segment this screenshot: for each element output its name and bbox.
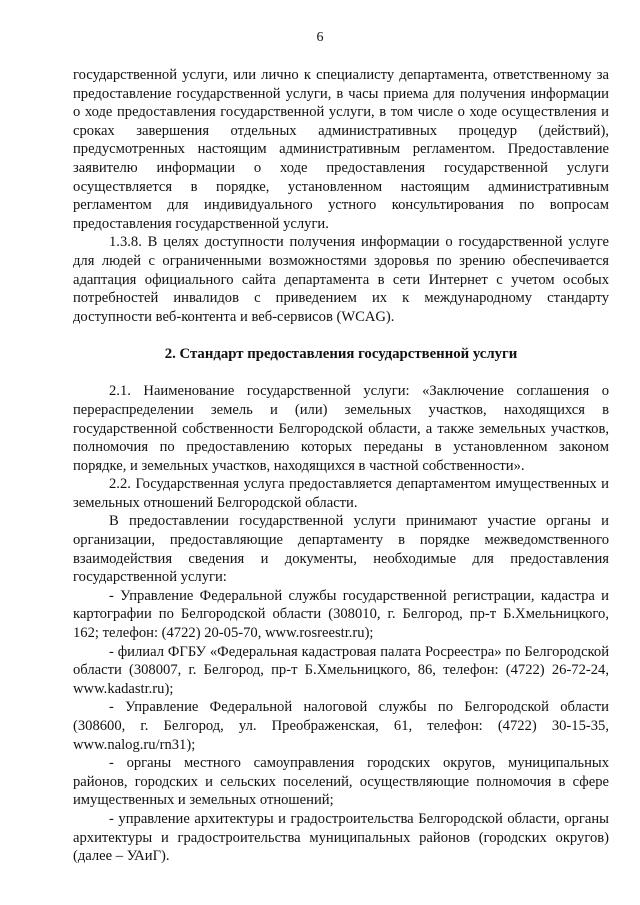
list-item-local-government: - органы местного самоуправления городских округов, муниципальных районов, городских и сельских поселений, осуществляющие полномочия в сфере имущественных и земельных отношений; bbox=[73, 755, 609, 809]
section-heading: 2. Стандарт предоставления государственной услуги bbox=[164, 346, 518, 363]
list-item-kadastr: - филиал ФГБУ «Федеральная кадастровая палата Росреестра» по Белгородской области (308007, г. Белгород, пр-т Б.Хмельницкого, 86, телефон: (4722) 26-72-24, www.kadastr.ru); bbox=[73, 643, 609, 697]
document-body bbox=[73, 66, 609, 866]
list-item-architecture: - управление архитектуры и градостроительства Белгородской области, органы архитектуры и градостроительства муниципальных районов (городских округов) (далее – УАиГ). bbox=[73, 810, 609, 865]
paragraph-2-2: 2.2. Государственная услуга предоставляется департаментом имущественных и земельных отношений Белгородской области. bbox=[73, 476, 609, 511]
paragraph-2-1: 2.1. Наименование государственной услуги: «Заключение соглашения о перераспределении земель и (или) земельных участков, находящихся в государственной собственности Белгородской области, а также земельных участков, полномочия по предоставлению которых переданы в установленном законом порядке, и земельных участков, находящихся в частной собственности». bbox=[73, 383, 609, 474]
paragraph-1-3-8: 1.3.8. В целях доступности получения информации о государственной услуге для людей с ограниченными возможностями здоровья по зрению обеспечивается адаптация официального сайта департамента в сети Интернет с учетом особых потребностей инвалидов с приведением их к международному стандарту доступности веб-контента и веб-сервисов (WCAG). bbox=[73, 234, 609, 325]
paragraph-continuation: государственной услуги, или лично к специалисту департамента, ответственному за предоставление государственной услуги, в часы приема для получения информации о ходе предоставления государственной услуги, в том числе о ходе осуществления и сроках завершения отдельных административных процедур (действий), предусмотренных настоящим административным регламентом. Предоставление заявителю информации о ходе предоставления государственной услуги осуществляется в порядке, установленном настоящим административным регламентом для индивидуального устного консультирования по вопросам предоставления государственной услуги. bbox=[73, 67, 609, 232]
paragraph-participants: В предоставлении государственной услуги принимают участие органы и организации, предоставляющие департаменту в порядке межведомственного взаимодействия сведения и документы, необходимые для предоставления государственной услуги: bbox=[73, 513, 609, 586]
list-item-rosreestr: - Управление Федеральной службы государственной регистрации, кадастра и картографии по Белгородской области (308010, г. Белгород, пр-т Б.Хмельницкого, 162; телефон: (4722) 20-05-70, www.rosreestr.ru); bbox=[73, 587, 609, 642]
list-item-nalog: - Управление Федеральной налоговой службы по Белгородской области (308600, г. Белгород, ул. Преображенская, 61, телефон: (4722) 30-15-35, www.nalog.ru/rn31); bbox=[73, 699, 609, 753]
page-number: 6 bbox=[316, 30, 324, 45]
